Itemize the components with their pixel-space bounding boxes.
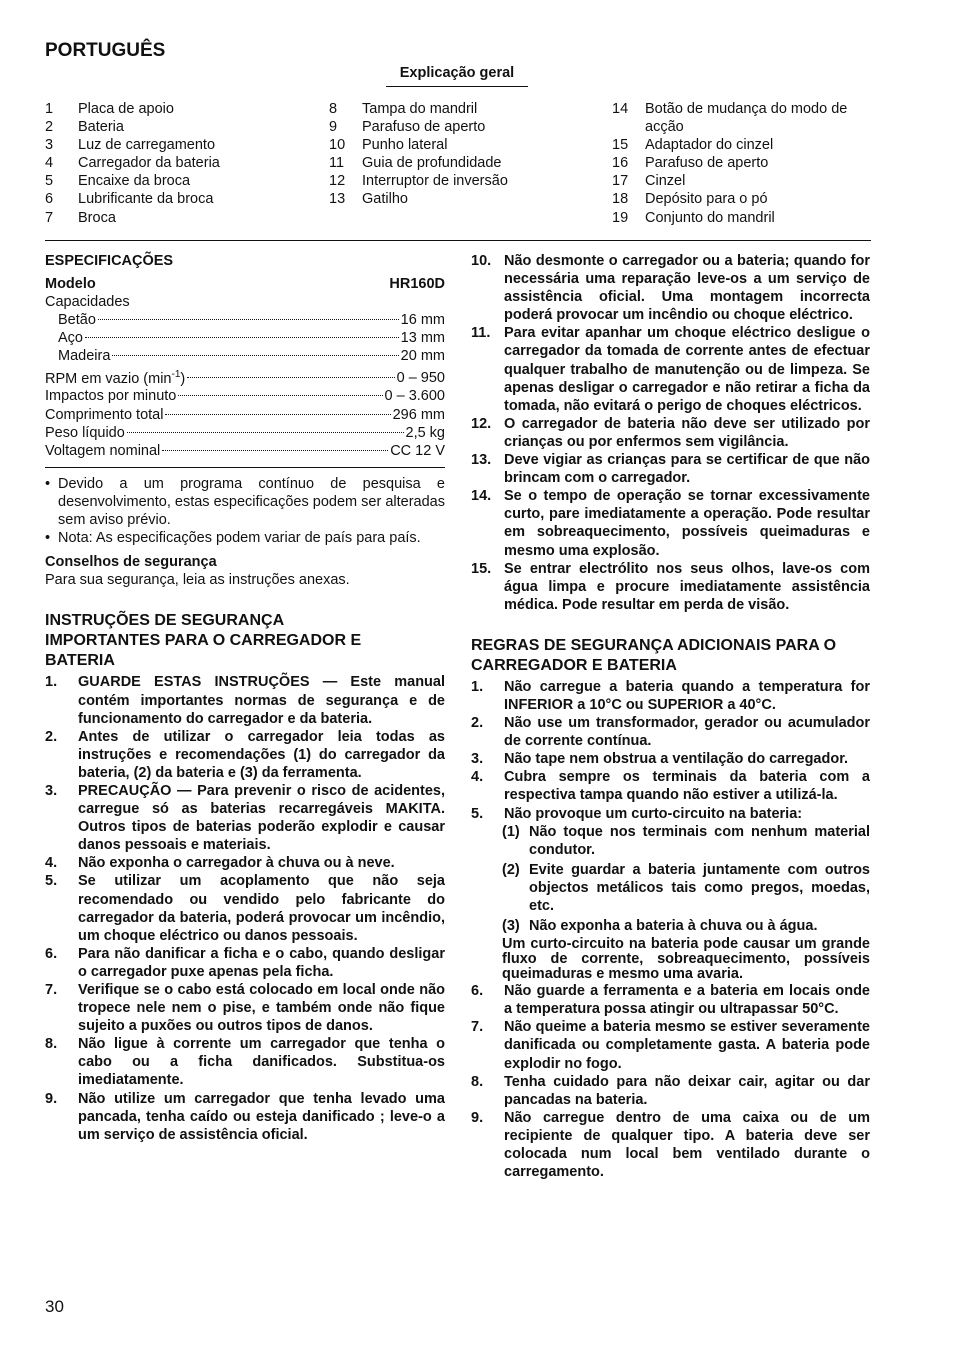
list-item	[471, 415, 870, 451]
parts-list-item	[45, 190, 295, 208]
part-label: Botão de mudança do modo de acção	[645, 101, 848, 136]
part-label: Broca	[78, 209, 116, 226]
spec-leader-dots	[162, 450, 388, 451]
section-divider	[45, 240, 871, 241]
spec-leader-dots	[112, 355, 398, 356]
list-item-text: GUARDE ESTAS INSTRUÇÕES — Este manual contém importantes normas de segurança e de funcionamento do carregador e da bateria.	[78, 674, 445, 727]
parts-list-item	[45, 100, 295, 118]
list-item	[45, 854, 445, 872]
spec-row	[45, 442, 445, 460]
part-number: 18	[612, 191, 629, 208]
spec-value: 2,5 kg	[405, 424, 445, 441]
sub-list-number: (1)	[502, 823, 520, 840]
spec-label	[58, 329, 83, 347]
part-label: Carregador da bateria	[78, 155, 220, 172]
parts-list-col-2	[329, 100, 579, 209]
parts-list-item	[329, 100, 579, 118]
sub-list-item	[502, 861, 870, 915]
list-item	[45, 782, 445, 854]
list-item-text: Se o tempo de operação se tornar excessivamente curto, pare imediatamente a operação. Pode resultar em sobreaquecimento, possíveis queimaduras e mesmo uma explosão.	[504, 488, 870, 559]
spec-model-value: HR160D	[389, 276, 445, 293]
part-number: 5	[45, 173, 54, 190]
list-item-number: 3.	[471, 751, 484, 768]
parts-list-item	[612, 136, 870, 154]
spec-label-text: Betão	[58, 312, 96, 329]
additional-rules-list	[471, 678, 870, 823]
list-item	[471, 805, 870, 823]
list-item-text: Não use um transformador, gerador ou acumulador de corrente contínua.	[504, 715, 870, 750]
spec-label	[58, 347, 110, 365]
part-number: 9	[329, 119, 338, 136]
list-item-text: Cubra sempre os terminais da bateria com a respectiva tampa quando não estiver a utilizá-la.	[504, 769, 870, 804]
part-label: Guia de profundidade	[362, 155, 502, 172]
parts-list-item	[329, 172, 579, 190]
spec-label	[58, 311, 96, 329]
instructions-title: INSTRUÇÕES DE SEGURANÇA IMPORTANTES PARA O CARREGADOR E BATERIA	[45, 612, 362, 670]
list-item-number: 1.	[45, 674, 58, 691]
spec-value: 13 mm	[400, 330, 445, 347]
list-item	[471, 487, 870, 559]
list-item-number: 6.	[471, 983, 484, 1000]
list-item-text: O carregador de bateria não deve ser utilizado por crianças ou por enfermos sem vigilância.	[504, 415, 870, 450]
spec-label-text: Impactos por minuto	[45, 388, 177, 405]
list-item-text: Tenha cuidado para não deixar cair, agitar ou dar pancadas na bateria.	[504, 1073, 870, 1108]
list-item	[471, 560, 870, 614]
list-item-text: Não utilize um carregador que tenha levado uma pancada, tenha caído ou esteja danificado ; leve-o a um serviço de assistência oficial.	[78, 1090, 445, 1143]
sub-list-item	[502, 823, 870, 859]
parts-title: Explicação geral	[386, 65, 528, 87]
list-item-text: Para evitar apanhar um choque eléctrico desligue o carregador da tomada de corrente antes de efectuar qualquer trabalho de manutenção ou de limpeza. Se apenas desligar o carregador e não retirar a ficha da tomada, não evitará o perigo de choques eléctricos.	[504, 325, 870, 414]
list-item	[471, 678, 870, 714]
spec-row	[45, 311, 445, 329]
list-item	[45, 981, 445, 1035]
sub-list-text: Não toque nos terminais com nenhum material condutor.	[529, 823, 870, 858]
part-label: Bateria	[78, 119, 124, 136]
list-item	[45, 728, 445, 782]
spec-value: 0 – 3.600	[384, 388, 445, 405]
part-number: 17	[612, 173, 629, 190]
list-item-number: 9.	[471, 1109, 484, 1126]
parts-list-item	[612, 154, 870, 172]
spec-label-text: Peso líquido	[45, 424, 125, 441]
list-item-number: 5.	[45, 873, 58, 890]
spec-model-label: Modelo	[45, 276, 96, 293]
spec-row	[45, 347, 445, 365]
part-number: 16	[612, 155, 629, 172]
spec-note	[45, 529, 445, 547]
list-item-number: 4.	[471, 769, 484, 786]
list-item-number: 12.	[471, 415, 492, 432]
sub-list-text: Evite guardar a bateria juntamente com outros objectos metálicos tais como pregos, moedas, etc.	[529, 861, 870, 914]
part-label: Conjunto do mandril	[645, 209, 775, 226]
list-item-text: Não carregue a bateria quando a temperatura for INFERIOR a 10°C ou SUPERIOR a 40°C.	[504, 678, 870, 713]
part-number: 8	[329, 101, 338, 117]
parts-list-item	[45, 136, 295, 154]
list-item	[45, 945, 445, 981]
sub-list-text: Não exponha a bateria à chuva ou à água.	[529, 918, 818, 935]
sub-list-note: Um curto-circuito na bateria pode causar um grande fluxo de corrente, sobreaquecimento, possíveis queimaduras e mesmo uma avaria.	[502, 936, 870, 983]
list-item-number: 6.	[45, 945, 58, 962]
parts-list-item	[45, 172, 295, 190]
spec-row	[45, 424, 445, 442]
spec-value: CC 12 V	[390, 442, 445, 459]
spec-label-text: Madeira	[58, 348, 111, 365]
specs-title: ESPECIFICAÇÕES	[45, 253, 174, 269]
spec-row	[45, 366, 445, 388]
spec-label-end: )	[180, 370, 186, 387]
spec-leader-dots	[187, 377, 394, 378]
list-item	[471, 982, 870, 1018]
list-item-text: Não guarde a ferramenta e a bateria em locais onde a temperatura possa atingir ou ultrapassar 50°C.	[504, 983, 870, 1018]
list-item-number: 7.	[45, 982, 58, 999]
spec-leader-dots	[127, 432, 404, 433]
part-label: Tampa do mandril	[362, 101, 478, 117]
part-label: Parafuso de aperto	[362, 119, 486, 136]
spec-leader-dots	[178, 395, 382, 396]
spec-label	[45, 424, 125, 442]
sub-list-number: (2)	[502, 861, 520, 878]
part-number: 10	[329, 137, 346, 154]
list-item-text: Antes de utilizar o carregador leia todas as instruções e recomendações (1) do carregador da bateria, (2) da bateria e (3) da ferramenta.	[78, 728, 445, 781]
spec-label-text: Voltagem nominal	[45, 442, 161, 459]
list-item	[471, 1109, 870, 1181]
part-label: Parafuso de aperto	[645, 155, 769, 172]
list-item-text: Se entrar electrólito nos seus olhos, lave-os com água limpa e procure imediatamente assistência médica. Pode resultar em perda de visão.	[504, 560, 870, 613]
sub-list-number: (3)	[502, 918, 520, 935]
list-item-number: 8.	[471, 1073, 484, 1090]
language-heading: PORTUGUÊS	[45, 40, 166, 61]
part-label: Punho lateral	[362, 137, 448, 154]
part-number: 15	[612, 137, 629, 154]
list-item-number: 9.	[45, 1090, 58, 1107]
bullet-mark: •	[45, 475, 51, 492]
part-number: 6	[45, 191, 54, 208]
spec-value: 16 mm	[400, 312, 445, 329]
parts-list-item	[329, 154, 579, 172]
spec-value: 0 – 950	[396, 370, 445, 387]
list-item-number: 11.	[471, 325, 491, 342]
list-item-number: 7.	[471, 1019, 484, 1036]
list-item	[471, 1018, 870, 1072]
spec-label-sup: -1	[171, 368, 181, 380]
parts-list-item	[612, 172, 870, 190]
part-number: 12	[329, 173, 346, 190]
part-number: 11	[329, 155, 345, 172]
spec-leader-dots	[165, 414, 390, 415]
spec-model-row	[45, 275, 445, 293]
part-label: Luz de carregamento	[78, 137, 216, 154]
part-number: 2	[45, 119, 54, 136]
additional-rules-title: REGRAS DE SEGURANÇA ADICIONAIS PARA O CARREGADOR E BATERIA	[471, 636, 837, 674]
part-label: Interruptor de inversão	[362, 173, 508, 190]
part-label: Adaptador do cinzel	[645, 137, 774, 154]
list-item-number: 8.	[45, 1036, 58, 1053]
list-item-text: Não carregue dentro de uma caixa ou de um recipiente de qualquer tipo. A bateria deve ser colocada num local bem ventilado durante o carregamento.	[504, 1109, 870, 1181]
part-label: Placa de apoio	[78, 101, 174, 117]
spec-note-text: Devido a um programa contínuo de pesquisa e desenvolvimento, estas especificações podem ser alteradas sem aviso prévio.	[58, 475, 445, 529]
list-item-number: 14.	[471, 488, 492, 505]
spec-note	[45, 475, 445, 529]
spec-notes	[45, 475, 445, 547]
list-item	[471, 451, 870, 487]
list-item	[471, 252, 870, 324]
spec-rows	[45, 311, 445, 460]
list-item-number: 5.	[471, 805, 484, 822]
spec-capacities-label: Capacidades	[45, 294, 130, 311]
spec-row	[45, 329, 445, 347]
list-item-text: Não queime a bateria mesmo se estiver severamente danificada ou completamente gasta. A bateria pode explodir no fogo.	[504, 1019, 870, 1072]
list-item	[45, 673, 445, 727]
list-item	[471, 324, 870, 414]
list-item	[45, 872, 445, 944]
spec-label	[45, 406, 163, 424]
left-column	[45, 252, 445, 1144]
list-item-text: PRECAUÇÃO — Para prevenir o risco de acidentes, carregue só as baterias recarregáveis MAKITA. Outros tipos de baterias poderão explodir e causar danos pessoais e materiais.	[78, 782, 445, 854]
list-item-text: Não tape nem obstrua a ventilação do carregador.	[504, 751, 849, 768]
additional-rules-list-continued	[471, 982, 870, 1181]
list-item-text: Não desmonte o carregador ou a bateria; quando for necessária uma reparação leve-os a um serviço de assistência oficial. Uma montagem incorrecta poderá provocar um incêndio ou choque eléctrico.	[504, 253, 870, 324]
spec-leader-dots	[85, 337, 399, 338]
spec-label	[45, 387, 176, 405]
list-item-number: 4.	[45, 855, 58, 872]
spec-label-text: Comprimento total	[45, 406, 164, 423]
list-item-text: Deve vigiar as crianças para se certificar de que não brincam com o carregador.	[504, 452, 870, 487]
list-item-number: 3.	[45, 782, 58, 799]
list-item	[471, 750, 870, 768]
list-item	[471, 714, 870, 750]
instructions-list-left	[45, 673, 445, 1143]
sub-list-item	[502, 917, 870, 935]
spec-label-text: RPM em vazio (min	[45, 370, 172, 387]
parts-list-item	[329, 190, 579, 208]
list-item	[45, 1090, 445, 1144]
spec-value: 20 mm	[400, 348, 445, 365]
list-item	[45, 1035, 445, 1089]
part-number: 1	[45, 101, 54, 117]
parts-list-item	[329, 118, 579, 136]
spec-divider	[45, 467, 445, 468]
list-item	[471, 768, 870, 804]
part-label: Gatilho	[362, 191, 408, 208]
spec-row	[45, 406, 445, 424]
part-number: 14	[612, 101, 629, 117]
parts-list-item	[45, 118, 295, 136]
list-item-number: 2.	[471, 715, 484, 732]
spec-label-text: Aço	[58, 330, 83, 347]
list-item-number: 10.	[471, 253, 492, 269]
spec-value: 296 mm	[392, 406, 445, 423]
spec-label	[45, 366, 185, 388]
bullet-mark: •	[45, 530, 51, 547]
additional-rules-sublist	[471, 823, 870, 983]
list-item-text: Não provoque um curto-circuito na bateria:	[504, 805, 803, 822]
parts-list-item	[612, 209, 870, 227]
right-column	[471, 252, 870, 1181]
list-item	[471, 1073, 870, 1109]
list-item-number: 13.	[471, 452, 492, 469]
parts-list-item	[45, 154, 295, 172]
part-label: Cinzel	[645, 173, 686, 190]
list-item-text: Se utilizar um acoplamento que não seja recomendado ou vendido pelo fabricante do carregador da bateria, poderá provocar um incêndio, um choque eléctrico ou danos pessoais.	[78, 873, 445, 944]
list-item-number: 2.	[45, 728, 58, 745]
part-label: Lubrificante da broca	[78, 191, 214, 208]
spec-note-text: Nota: As especificações podem variar de país para país.	[58, 530, 421, 547]
instructions-list-right	[471, 252, 870, 614]
part-label: Encaixe da broca	[78, 173, 191, 190]
list-item-number: 15.	[471, 560, 492, 577]
part-number: 3	[45, 137, 54, 154]
safety-advice-text: Para sua segurança, leia as instruções anexas.	[45, 572, 350, 589]
part-number: 19	[612, 209, 629, 226]
list-item-text: Não exponha o carregador à chuva ou à neve.	[78, 855, 395, 872]
list-item-text: Não ligue à corrente um carregador que tenha o cabo ou a ficha danificados. Substitua-os imediatamente.	[78, 1036, 445, 1089]
part-label: Depósito para o pó	[645, 191, 768, 208]
parts-list-item	[329, 136, 579, 154]
safety-advice-title: Conselhos de segurança	[45, 554, 217, 571]
parts-list-item	[612, 190, 870, 208]
list-item-text: Verifique se o cabo está colocado em local onde não tropece nele nem o pise, e também onde não fique sujeito a puxões ou outros tipos de danos.	[78, 982, 445, 1035]
page-number: 30	[45, 1297, 64, 1316]
parts-list-item	[45, 209, 295, 227]
parts-list-col-1	[45, 100, 295, 227]
parts-list-col-3	[612, 100, 870, 227]
spec-leader-dots	[98, 319, 399, 320]
list-item-number: 1.	[471, 678, 484, 695]
part-number: 13	[329, 191, 346, 208]
parts-list-item	[612, 100, 870, 136]
spec-row	[45, 387, 445, 405]
spec-label	[45, 442, 160, 460]
part-number: 4	[45, 155, 54, 172]
list-item-text: Para não danificar a ficha e o cabo, quando desligar o carregador puxe apenas pela ficha.	[78, 945, 445, 980]
part-number: 7	[45, 209, 54, 226]
